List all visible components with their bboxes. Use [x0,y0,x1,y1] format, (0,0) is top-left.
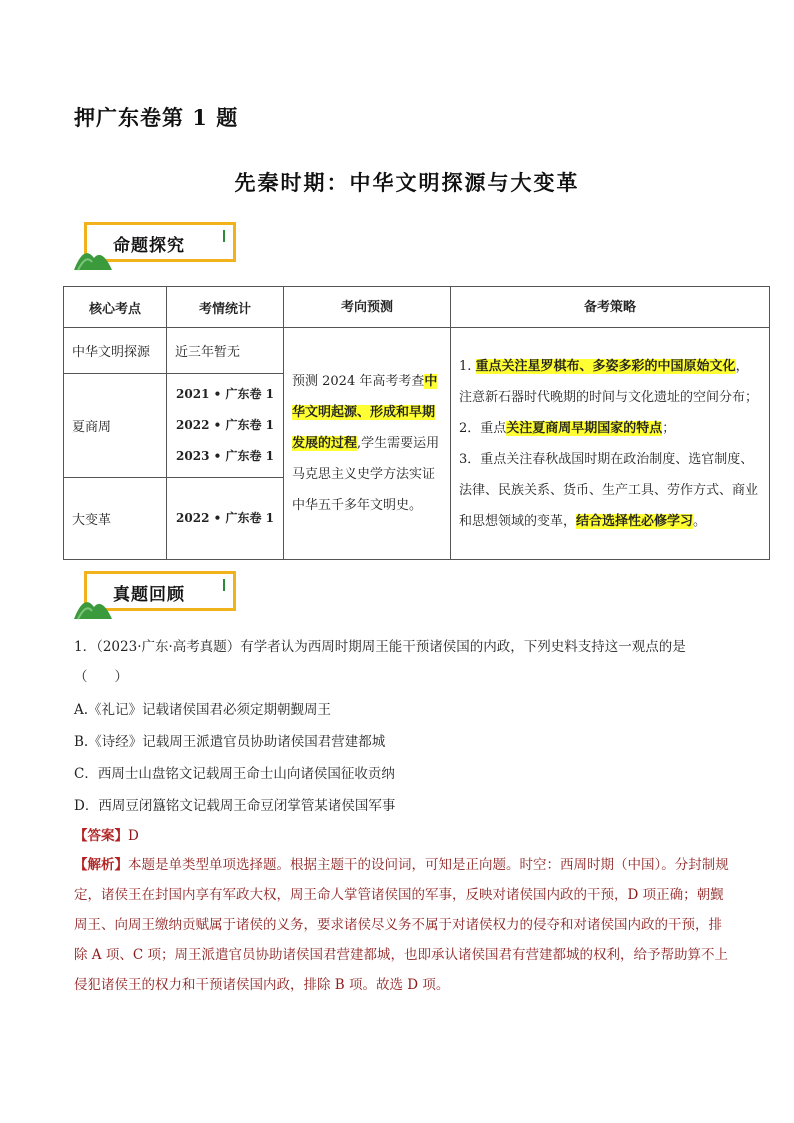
prediction-text: 预测 2024 年高考考查 [292,374,425,389]
section-banner-explore [74,222,244,282]
question-paren: （ ） [74,669,128,685]
section-banner-review [74,571,244,631]
banner-tick-mark [223,230,225,242]
analysis-label: 【解析】 [74,857,128,873]
prediction-text-end: ,学生需要运用马克思主义史学方法实证中华五千多年文明史。 [292,436,440,513]
prediction-highlight: 中华文明起源、形成和早期发展的过程 [292,374,438,451]
strategy-highlight: 关注夏商周早期国家的特点 [506,420,663,436]
table-row [64,328,770,374]
page-heading: 押广东卷第 1 题 [74,105,239,130]
core-point-cell: 中华文明探源 [64,328,167,374]
banner-label: 命题探究 [113,236,185,256]
core-point-cell: 夏商周 [64,374,167,478]
prediction-cell [284,328,451,560]
page-subtitle: 先秦时期：中华文明探源与大变革 [234,170,580,195]
exam-strategy-table [63,286,770,560]
strategy-highlight: 重点关注星罗棋布、多姿多彩的中国原始文化 [475,358,736,374]
strategy-item-3: 3．重点关注春秋战国时期在政治制度、选官制度、法律、民族关系、货币、生产工具、劳作方式、商业和思想领域的变革，结合选择性必修学习。 [459,451,759,529]
strategy-highlight: 结合选择性必修学习 [576,513,694,529]
table-header-row [64,287,770,328]
header-core-point: 核心考点 [64,287,167,328]
statistics-cell: 2021 • 广东卷 1 2022 • 广东卷 1 2023 • 广东卷 1 [167,374,284,478]
strategy-item-2: 2．重点关注夏商周早期国家的特点； [459,420,676,436]
strategy-cell [451,328,770,560]
answer-line [74,824,139,844]
core-point-cell: 大变革 [64,478,167,560]
answer-label: 【答案】 [74,828,128,844]
header-strategy: 备考策略 [451,287,770,328]
question-stem: 1．（2023·广东·高考真题）有学者认为西周时期周王能干预诸侯国的内政，下列史料支持这一观点的是 [74,639,686,655]
option-b: B.《诗经》记载周王派遣官员协助诸侯国君营建都城 [74,734,386,750]
mountain-icon [74,591,114,621]
mountain-icon [74,242,114,272]
header-prediction: 考向预测 [284,287,451,328]
statistics-cell: 2022 • 广东卷 1 [167,478,284,560]
strategy-item-1: 1. 重点关注星罗棋布、多姿多彩的中国原始文化，注意新石器时代晚期的时间与文化遗址的空间分布； [459,358,759,405]
option-d: D．西周豆闭簋铭文记载周王命豆闭掌管某诸侯国军事 [74,798,396,814]
analysis-text: 本题是单类型单项选择题。根据主题干的设问词，可知是正向题。时空：西周时期（中国）。分封制规定，诸侯王在封国内享有军政大权，周王命人掌管诸侯国的军事，反映对诸侯国内政的干预，D 项正确；朝觐周王、向周王缴纳贡赋属于诸侯的义务，要求诸侯尽义务不属于对诸侯权力的侵夺和对诸侯国内政的干预，排除 A 项、C 项；周王派遣官员协助诸侯国君营建都城，也即承认诸侯国君有营建都城的权利，给予帮助算不上侵犯诸侯王的权力和干预诸侯国内政，排除 B 项。故选 D 项。 [74,857,729,993]
banner-label: 真题回顾 [113,585,185,605]
analysis-paragraph [74,850,734,1000]
answer-value: D [128,828,139,844]
option-c: C．西周士山盘铭文记载周王命士山向诸侯国征收贡纳 [74,766,395,782]
option-a: A.《礼记》记载诸侯国君必须定期朝觐周王 [74,702,332,718]
banner-tick-mark [223,579,225,591]
header-statistics: 考情统计 [167,287,284,328]
statistics-cell: 近三年暂无 [167,328,284,374]
